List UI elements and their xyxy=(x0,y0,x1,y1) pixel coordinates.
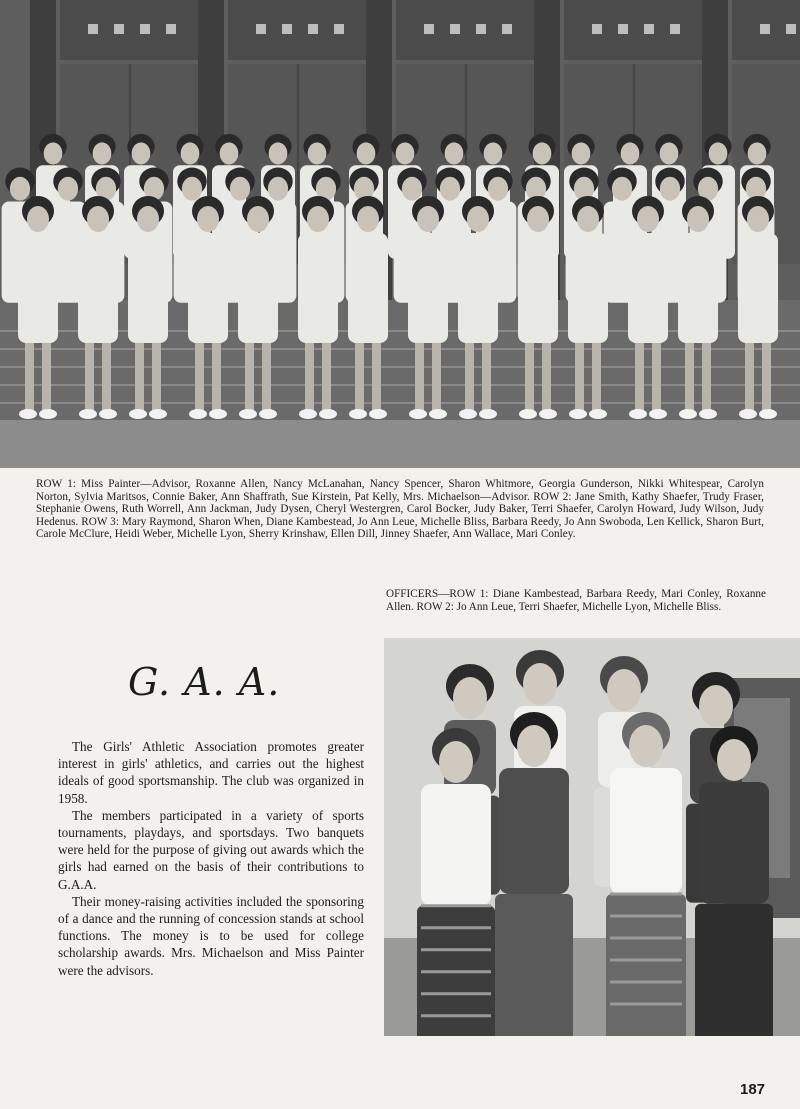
article-paragraph: Their money-raising activities included the sponsoring of a dance and the running of concession stands at school functions. The money is to be used for college scholarship awards. Mrs. Michaelson and Miss Painter were the advisors. xyxy=(58,893,364,978)
article-body xyxy=(58,738,364,979)
officers-photo-illustration xyxy=(384,638,800,1036)
officers-photo-caption: OFFICERS—ROW 1: Diane Kambestead, Barbara Reedy, Mari Conley, Roxanne Allen. ROW 2: Jo Ann Leue, Terri Shaefer, Michelle Lyon, Michelle Bliss. xyxy=(386,588,766,613)
article-paragraph: The Girls' Athletic Association promotes greater interest in girls' athletics, and carries out the highest ideals of good sportsmanship. The club was organized in 1958. xyxy=(58,739,364,806)
officers-photo xyxy=(384,638,800,1036)
article-title: G. A. A. xyxy=(128,660,281,704)
group-photo-illustration xyxy=(0,0,800,468)
group-photo xyxy=(0,0,800,468)
article-paragraph: The members participated in a variety of sports tournaments, playdays, and sportsdays. Two banquets were held for the purpose of giving out awards which the girls had earned on the basis of their contributions to G.A.A. xyxy=(58,807,364,892)
group-photo-caption: ROW 1: Miss Painter—Advisor, Roxanne Allen, Nancy McLanahan, Nancy Spencer, Sharon Whitmore, Georgia Gunderson, Nikki Whitespear, Carolyn Norton, Sylvia Maritsos, Connie Baker, Ann Shaffrath, Sue Kirstein, Pat Kelly, Mrs. Michaelson—Advisor. ROW 2: Jane Smith, Kathy Shaefer, Trudy Fraser, Stephanie Owens, Ruth Worrell, Ann Jackman, Judy Dysen, Cheryl Westergren, Carol Bocker, Judy Baker, Terri Shaefer, Carolyn Howard, Judy Wilson, Judy Hedenus. ROW 3: Mary Raymond, Sharon When, Diane Kambestead, Jo Ann Leue, Michelle Bliss, Barbara Reedy, Jo Ann Swoboda, Len Kellick, Sharon Burt, Carole McClure, Heidi Weber, Michelle Lyon, Sherry Krinshaw, Ellen Dill, Jinney Shaefer, Ann Wallace, Mari Conley. xyxy=(36,478,764,541)
page-number: 187 xyxy=(740,1081,766,1098)
